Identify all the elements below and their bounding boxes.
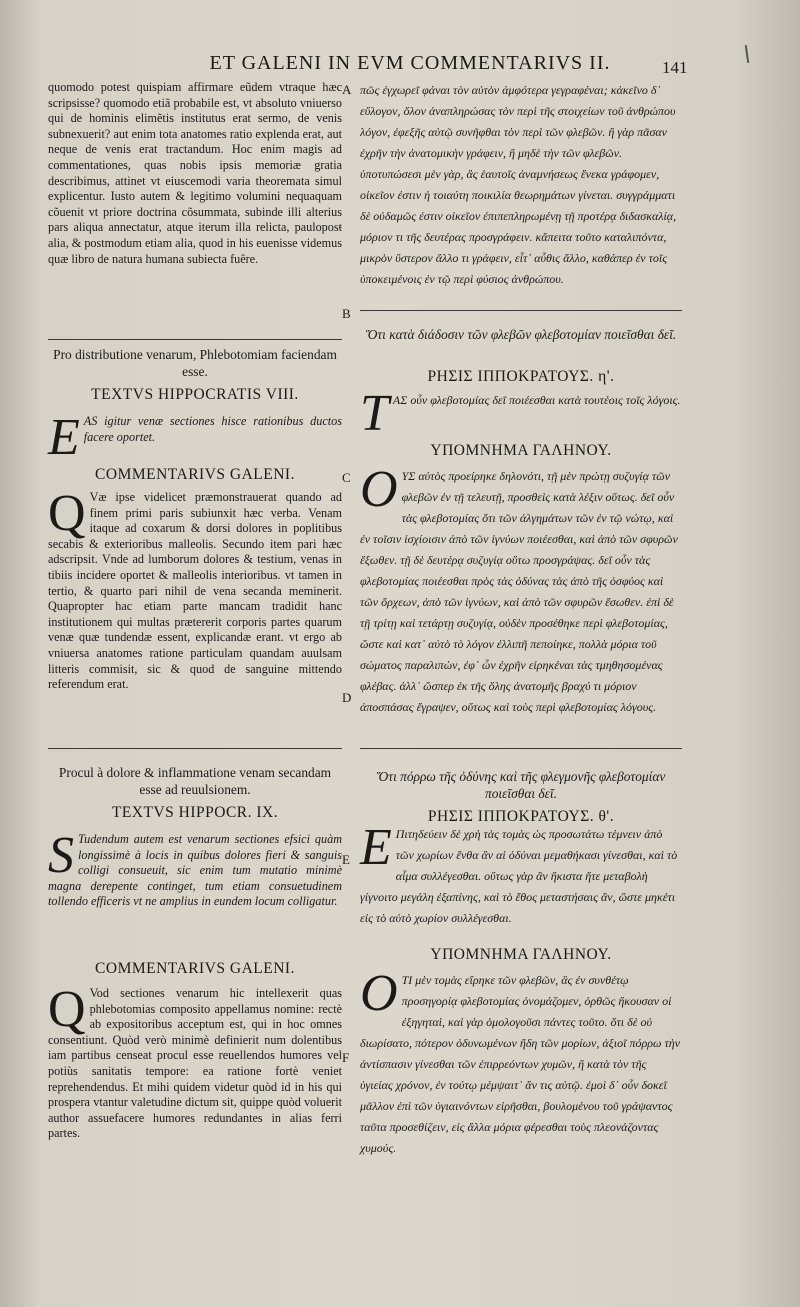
section-caption-2: Procul à dolore & inflammatione venam secandam esse ad reuulsionem. [58, 765, 332, 797]
greek-text-9: Ε Πιτηδεύειν δὲ χρὴ τὰς τομὰς ὡς προσωτάτω τέμνειν ἀπὸ τῶν χωρίων ἔνθα ἂν αἱ ὀδύναι μεμαθήκασι γίνεσθαι, καὶ τὸ αἷμα συλλέγεσθαι. οὕτως γὰρ ἂν ἥκιστα ἥτε μεταβολὴ γίγνοιτο μεγάλη ἐξαπίνης, καὶ τὸ ἔθος μεταστήσαις ἂν, ὥστε μηκέτι εἰς τὸ αὐτὸ χωρίον συλλέγεσθαι. [360, 819, 678, 925]
running-header: ET GALENI IN EVM COMMENTARIVS II. [209, 52, 611, 74]
page-number: 141 [662, 58, 688, 77]
greek-text-8: ΤΑΣ οὖν φλεβοτομίας δεῖ ποιέεσθαι κατὰ τουτέοις τοῖς λόγοις. [360, 385, 681, 442]
drop-capital: Τ [360, 385, 389, 442]
commentary-paragraph-2: Q Vod sectiones venarum hic intellexerit quas phlebotomias composito appellamus nomine: rectè ab expositoribus acceptum est, qui in hoc omnes consentiunt. Quòd verò minimè definierit num dolentibus iam partibus censeat procul esse reuellendos humores vel potiùs sanitatis tempore: ea ratione fortè veniet reprehendendus. Et mihi quidem videtur quòd id in his qui prospera vtantur valetudine dictum sit, quippe quòd voluerit author assuefacere humores redundantes in alias ferri partes. [48, 981, 342, 1141]
drop-capital: Ο [360, 461, 398, 518]
intro-paragraph: quomodo potest quispiam affirmare eũdem vtraque hæc scripsisse? quomodo etiã probabile est, vt absoluto vniuerso qui de hominis elimẽtis institutus erat sermo, de venis subnexuerit? aut enim tota anatomes ratio explenda erat, aut neque de venis erat tractandum. Hoc enim magis ad commentationes, quas nobis ipsis memoriæ gratia describimus, attinet vt eiuscemodi varia theoremata simul explicentur. Iusto autem & legitimo volumini nequaquam cõuenit vt priore doctrina cõsummata, subinde illi alterius pars aliqua annectatur, atque iterum illa relicta, pauloposŧ alia, & postmodum etiam alia, quod in his euenisse videmus quæ libro de natura humana subiecta fuêre. [48, 80, 342, 266]
margin-letter-c: C [342, 470, 351, 485]
greek-intro-paragraph: πῶς ἐγχωρεῖ φάναι τὸν αὐτὸν ἀμφότερα γεγραφέναι; κἀκεῖνο δ᾽ εὔλογον, ὅλον ἀναπληρώσας τὸν περὶ τῆς στοιχείων τοῦ ἀνθρώπου λόγον, ἐφεξῆς αὐτῷ συνῆφθαι τὸν περὶ τῶν φλεβῶν. ἢ γὰρ πᾶσαν ἐχρῆν τὴν ἀνατομικὴν γράφειν, ἢ μηδὲ τὴν τῶν φλεβῶν. ὑποτυπώσεσι μὲν γὰρ, ἃς ἑαυτοῖς ἀναμνήσεως ἕνεκα γράφομεν, οἰκεῖον ἐστιν ἡ τοιαύτη ποικιλία θεωρημάτων γίνεται. συγγράμματι δὲ οὐδαμῶς ἐστιν οἰκεῖον ἐπιπεπληρωμένῃ τῇ προτέρᾳ διδασκαλίᾳ, μόριον τι τῆς δευτέρας προσγράφειν. κἄπειτα τοῦτο καταλιπόντα, μικρὸν ὕστερον ἄλλο τι γράφειν, εἶτ᾽ αὖθις ἄλλο, καθάπερ ἐν τοῖς ὑποκειμένοις ἐν τῷ περὶ φύσιος ἀνθρώπου. [360, 83, 677, 286]
margin-letter-f: F [342, 1050, 350, 1065]
hippocrates-text-9: S Tudendum autem est venarum sectiones efsici quàm longissimè à locis in quibus dolores fieri & sanguis colligi consueuit, sic enim tum mutatio minimè magna derepente continget, tum etiam consuetudinem tollendo efficeris vt ne amplius in eundem locum colligatur. [48, 827, 342, 909]
divider [360, 748, 682, 749]
drop-capital: Q [48, 485, 86, 542]
margin-mark [745, 45, 749, 63]
divider [360, 310, 682, 311]
greek-heading-hypomnema-1: ΥΠΟΜΝΗΜΑ ΓΑΛΗΝΟΥ. [430, 442, 612, 459]
text-heading-8: TEXTVS HIPPOCRATIS VIII. [91, 386, 299, 403]
drop-capital: S [48, 827, 74, 884]
greek-caption-1: Ὅτι κατὰ διάδοσιν τῶν φλεβῶν φλεβοτομίαν ποιεῖσθαι δεῖ. [365, 327, 677, 342]
greek-heading-rhesis-9: ΡΗΣΙΣ ΙΠΠΟΚΡΑΤΟΥΣ. θ'. [427, 808, 615, 825]
text-heading-9: TEXTVS HIPPOCR. IX. [111, 804, 279, 821]
margin-letter-b: B [342, 306, 351, 321]
margin-letter-d: D [342, 690, 352, 705]
divider [48, 339, 342, 340]
drop-capital: Ο [360, 965, 398, 1022]
margin-letter-a: A [342, 82, 352, 97]
margin-letter-e: E [342, 852, 350, 867]
commentary-heading-2: COMMENTARIVS GALENI. [95, 960, 295, 977]
greek-caption-2: Ὅτι πόρρω τῆς ὀδύνης καὶ τῆς φλεγμονῆς φλεβοτομίαν ποιεῖσθαι δεῖ. [376, 769, 666, 801]
section-caption-1: Pro distributione venarum, Phlebotomiam faciendam esse. [53, 347, 337, 379]
divider [48, 748, 342, 749]
drop-capital: E [48, 409, 80, 466]
commentary-paragraph-1: Q Væ ipse videlicet præmonstrauerat quando ad finem primi paris subiunxit hæc verba. Venam itaque ad coxarum & dorsi dolores in poplitibus secabis & exterioribus malleolis. Secundo item pari hæc adscripsit. Vnde ad lumborum dolores & testium, venas in tibiis incidere oportet & malleolis interioribus. vt tamen in tertio, & quarto pari nihil de vena secanda meminerit. Quapropter hac etiam parte mancam tradidit hanc institutionem qui multas prætererit corporis partes quarum venæ quæ tundendæ essent, explicandæ erant. vt ergo ab vniuersa anatomes ratione particulam quandam auulsam litteris commisit, sic & quod de sanguine mittendo referendum erat. [48, 485, 342, 692]
greek-commentary-2: ΟΤΙ μὲν τομὰς εἴρηκε τῶν φλεβῶν, ἃς ἐν συνθέτῳ προσηγορίᾳ φλεβοτομίας ὀνομάζομεν, ὀρθῶς ἤκουσαν οἱ ἐξηγηταὶ, καὶ γὰρ ὁμολογοῦσι πάντες τοῦτο. ὅτι δὲ οὐ διωρίσατο, πότερον ὀδυνωμένων ἤδη τῶν μορίων, ἀξιοῖ πόρρω τὴν ἀντίσπασιν γίνεσθαι τῶν ἐπιρρεόντων χυμῶν, ἢ κατὰ τὸν τῆς ὑγιείας χρόνον, ἐν τούτῳ μέμψαιτ᾽ ἄν τις αὐτῷ. ἐμοὶ δ᾽ οὖν δοκεῖ μᾶλλον ἐπὶ τῶν ὑγιαινόντων εἰρῆσθαι, βουλομένου τοῦ γράψαντος ταῦτα προσεθίζειν, εἰς ἄλλα μόρια φέρεσθαι τοὺς πλεονάζοντας χυμούς. [360, 965, 681, 1155]
commentary-heading-1: COMMENTARIVS GALENI. [95, 466, 295, 483]
greek-heading-hypomnema-2: ΥΠΟΜΝΗΜΑ ΓΑΛΗΝΟΥ. [430, 946, 612, 963]
drop-capital: Q [48, 981, 86, 1038]
drop-capital: Ε [360, 819, 392, 876]
hippocrates-text-8: EAS igitur venæ sectiones hisce rationibus ductos facere oportet. [48, 409, 342, 466]
greek-commentary-1: ΟΥΣ αὐτὸς προείρηκε δηλονότι, τῇ μὲν πρώτῃ συζυγίᾳ τῶν φλεβῶν ἐν τῇ τελευτῇ, προσθεὶς κατὰ λέξιν οὕτως. δεῖ οὖν τὰς φλεβοτομίας ὅτι τῶν ἀλγημάτων τῶν ἐν τῷ νώτῳ, καὶ ἐν τοῖσιν ἰσχίοισιν ἀπὸ τῶν ἰγνύων ποιέεσθαι, καὶ ἀπὸ τῶν σφυρῶν ἔξωθεν. τῇ δὲ δευτέρᾳ συζυγίᾳ οὕτω προσγράψας. δεῖ οὖν τὰς φλεβοτομίας ποιέεσθαι πρὸς τὰς ὀδύνας τὰς ἀπὸ τῆς ὀσφύος καὶ τῶν ὄρχεων, ἀπὸ τῶν ἰγνύων, καὶ ἀπὸ τῶν σφυρῶν ἔσωθεν. ἐπὶ δὲ τῇ τρίτῃ καὶ τετάρτῃ συζυγίᾳ, οὐδὲν προσέθηκε περὶ φλεβοτομίας, ὥστε καὶ κατ᾽ αὐτὸ τὸ λόγον ἐλλιπῆ πεποίηκε, πολλὰ μόρια τοῦ σώματος παραλιπὼν, ἐφ᾽ ὧν ἐχρῆν εἰρηκέναι τὰς τμηθησομένας φλέβας. ἀλλ᾽ ὥσπερ ἐκ τῆς ὅλης ἀνατομῆς βραχύ τι μόριον ἀποσπάσας ἔγραψεν, οὕτως καὶ τοὺς περὶ φλεβοτομίας λόγους. [360, 461, 678, 714]
greek-heading-rhesis-8: ΡΗΣΙΣ ΙΠΠΟΚΡΑΤΟΥΣ. η'. [427, 368, 615, 385]
